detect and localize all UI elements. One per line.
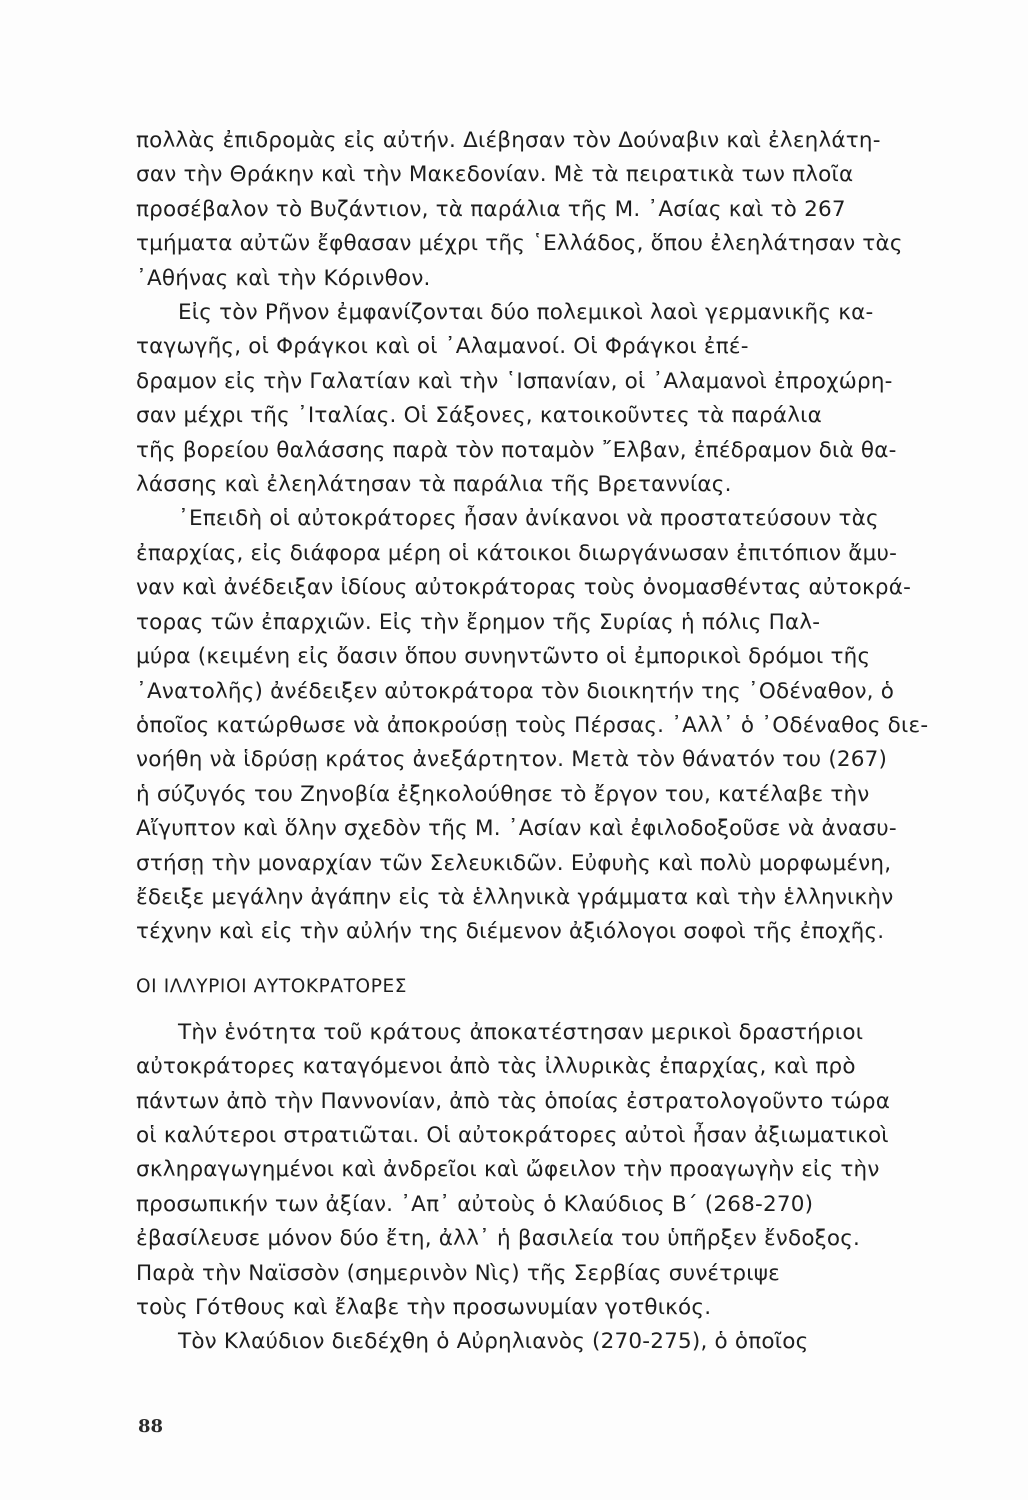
text-line: νοήθη νὰ ἱδρύσῃ κράτος ἀνεξάρτητον. Μετὰ τὸν θάνατόν του (267) <box>136 747 888 773</box>
text-line: μύρα (κειμένη εἰς ὄασιν ὅπου συνηντῶντο οἱ ἐμπορικοὶ δρόμοι τῆς <box>136 644 871 670</box>
page-number: 88 <box>138 1416 164 1437</box>
text-line: τορας τῶν ἐπαρχιῶν. Εἰς τὴν ἔρημον τῆς Συρίας ἡ πόλις Παλ- <box>136 609 821 635</box>
text-line: οἱ καλύτεροι στρατιῶται. Οἱ αὐτοκράτορες αὐτοὶ ἦσαν ἀξιωματικοὶ <box>136 1122 889 1148</box>
text-line <box>136 1016 976 1050</box>
text-line: ἡ σύζυγός του Ζηνοβία ἐξηκολούθησε τὸ ἔργον του, κατέλαβε τὴν <box>136 781 870 807</box>
text-line: λάσσης καὶ ἐλεηλάτησαν τὰ παράλια τῆς Βρεταννίας. <box>136 472 732 498</box>
paragraph-4 <box>136 1016 976 1326</box>
text-line: προσέβαλον τὸ Βυζάντιον, τὰ παράλια τῆς Μ. ᾿Ασίας καὶ τὸ 267 <box>136 196 846 222</box>
text-line: ἔδειξε μεγάλην ἀγάπην εἰς τὰ ἑλληνικὰ γράμματα καὶ τὴν ἑλληνικὴν <box>136 884 894 910</box>
text-line: ᾿Ανατολῆς) ἀνέδειξεν αὐτοκράτορα τὸν διοικητήν της ᾿Οδέναθον, ὁ <box>136 678 895 704</box>
text-line: ταγωγῆς, οἱ Φράγκοι καὶ οἱ ᾿Αλαμανοί. Οἱ Φράγκοι ἐπέ- <box>136 334 749 360</box>
text-line: τῆς βορείου θαλάσσης παρὰ τὸν ποταμὸν ῎Ελβαν, ἐπέδραμον διὰ θα- <box>136 437 897 463</box>
text-line: ἐπαρχίας, εἰς διάφορα μέρη οἱ κάτοικοι διωργάνωσαν ἐπιτόπιον ἄμυ- <box>136 540 898 566</box>
text-line: σκληραγωγημένοι καὶ ἀνδρεῖοι καὶ ὤφειλον τὴν προαγωγὴν εἰς τὴν <box>136 1157 880 1183</box>
paragraph-1 <box>136 124 976 296</box>
text-line-content: Τὴν ἑνότητα τοῦ κράτους ἀποκατέστησαν μερικοὶ δραστήριοι <box>178 1019 864 1045</box>
text-line: τμήματα αὐτῶν ἔφθασαν μέχρι τῆς ῾Ελλάδος, ὅπου ἐλεηλάτησαν τὰς <box>136 231 903 257</box>
text-line: Παρὰ τὴν Ναϊσσὸν (σημερινὸν Νὶς) τῆς Σερβίας συνέτριψε <box>136 1260 780 1286</box>
text-line: πάντων ἀπὸ τὴν Παννονίαν, ἀπὸ τὰς ὁποίας ἐστρατολογοῦντο τώρα <box>136 1088 891 1114</box>
text-line: σαν μέχρι τῆς ᾿Ιταλίας. Οἱ Σάξονες, κατοικοῦντες τὰ παράλια <box>136 403 823 429</box>
text-line-content: ᾿Επειδὴ οἱ αὐτοκράτορες ἦσαν ἀνίκανοι νὰ προστατεύσουν τὰς <box>178 506 879 532</box>
text-line-content: Εἰς τὸν Ρῆνον ἐμφανίζονται δύο πολεμικοὶ λαοὶ γερμανικῆς κα- <box>178 300 874 326</box>
text-line: ὁποῖος κατώρθωσε νὰ ἀποκρούσῃ τοὺς Πέρσας. ᾿Αλλ᾿ ὁ ᾿Οδέναθος διε- <box>136 712 929 738</box>
text-line-content: Τὸν Κλαύδιον διεδέχθη ὁ Αὐρηλιανὸς (270-275), ὁ ὁποῖος <box>178 1329 809 1355</box>
text-line: αὐτοκράτορες καταγόμενοι ἀπὸ τὰς ἰλλυρικὰς ἐπαρχίας, καὶ πρὸ <box>136 1054 856 1080</box>
text-line: προσωπικήν των ἀξίαν. ᾿Απ᾿ αὐτοὺς ὁ Κλαύδιος Β΄ (268-270) <box>136 1191 814 1217</box>
text-line <box>136 1325 976 1359</box>
text-line: τοὺς Γότθους καὶ ἔλαβε τὴν προσωνυμίαν γοτθικός. <box>136 1295 712 1320</box>
paragraph-5 <box>136 1325 976 1359</box>
section-heading: ΟΙ ΙΛΛΥΡΙΟΙ ΑΥΤΟΚΡΑΤΟΡΕΣ <box>136 975 408 997</box>
text-line: τέχνην καὶ εἰς τὴν αὐλήν της διέμενον ἀξιόλογοι σοφοὶ τῆς ἐποχῆς. <box>136 919 885 945</box>
text-line <box>136 296 976 330</box>
paragraph-3 <box>136 502 976 949</box>
text-line <box>136 502 976 536</box>
text-line: ᾿Αθήνας καὶ τὴν Κόρινθον. <box>136 265 431 291</box>
text-line: στήσῃ τὴν μοναρχίαν τῶν Σελευκιδῶν. Εὐφυὴς καὶ πολὺ μορφωμένη, <box>136 850 892 876</box>
text-line: ἐβασίλευσε μόνον δύο ἔτη, ἀλλ᾿ ἡ βασιλεία του ὑπῆρξεν ἔνδοξος. <box>136 1226 861 1252</box>
text-line: πολλὰς ἐπιδρομὰς εἰς αὐτήν. Διέβησαν τὸν Δούναβιν καὶ ἐλεηλάτη- <box>136 128 881 153</box>
text-line: σαν τὴν Θράκην καὶ τὴν Μακεδονίαν. Μὲ τὰ πειρατικὰ των πλοῖα <box>136 162 854 188</box>
text-line: δραμον εἰς τὴν Γαλατίαν καὶ τὴν ῾Ισπανίαν, οἱ ᾿Αλαμανοὶ ἐπροχώρη- <box>136 368 893 394</box>
text-line: ναν καὶ ἀνέδειξαν ἰδίους αὐτοκράτορας τοὺς ὀνομασθέντας αὐτοκρά- <box>136 575 912 601</box>
paragraph-2 <box>136 296 976 502</box>
page-body <box>136 124 976 1360</box>
text-line: Αἴγυπτον καὶ ὅλην σχεδὸν τῆς Μ. ᾿Ασίαν καὶ ἐφιλοδοξοῦσε νὰ ἀνασυ- <box>136 816 897 842</box>
